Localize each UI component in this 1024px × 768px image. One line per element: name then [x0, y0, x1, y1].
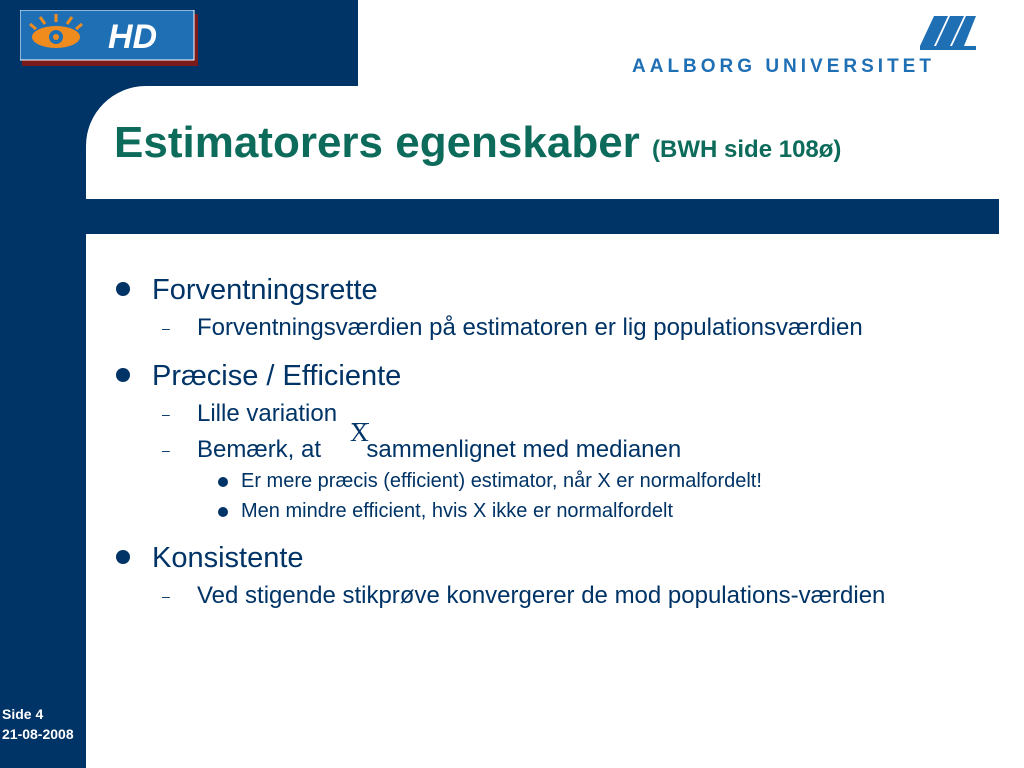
bullet-dot-icon [218, 507, 228, 517]
dash-icon: – [162, 406, 170, 422]
slide-title-sub: (BWH side 108ø) [652, 136, 842, 163]
sub-bullet-text-before: Bemærk, at [197, 436, 322, 463]
bullet-dot-icon [116, 282, 130, 296]
left-sidebar-band [0, 0, 86, 768]
slide-content [114, 272, 1004, 612]
sub-bullet-text: Ved stigende stikprøve konvergerer de mod populations-værdien [197, 582, 886, 609]
bullet-text: Præcise / Efficiente [152, 360, 402, 392]
bullet-item [114, 358, 1004, 394]
sub-bullet-item [114, 434, 1004, 466]
sub-bullet-item [114, 580, 1004, 612]
slide-date: 21-08-2008 [2, 726, 74, 742]
sub-sub-bullet-text: Er mere præcis (efficient) estimator, når X er normalfordelt! [241, 470, 762, 492]
sub-bullet-text: Forventningsværdien på estimatoren er lig populationsværdien [197, 314, 863, 341]
page-number: Side 4 [2, 706, 44, 722]
bullet-text: Forventningsrette [152, 274, 378, 306]
sub-sub-bullet-text: Men mindre efficient, hvis X ikke er normalfordelt [241, 500, 674, 522]
sub-bullet-item [114, 312, 1004, 344]
sub-bullet-text-after: sammenlignet med medianen [366, 436, 682, 463]
sub-sub-bullet-item [114, 496, 1004, 526]
bullet-dot-icon [116, 368, 130, 382]
sub-bullet-item [114, 398, 1004, 430]
sub-sub-bullet-item [114, 466, 1004, 496]
university-emblem-icon [920, 16, 976, 50]
hd-logo-text: HD [108, 18, 158, 56]
bullet-item [114, 272, 1004, 308]
bullet-item [114, 540, 1004, 576]
slide-title [114, 118, 841, 168]
bullet-dot-icon [116, 550, 130, 564]
bullet-dot-icon [218, 477, 228, 487]
sub-bullet-text: Lille variation [197, 400, 338, 427]
slide-title-main: Estimatorers egenskaber [114, 118, 640, 167]
hd-logo [20, 10, 200, 68]
title-rule-band [86, 199, 999, 234]
bullet-text: Konsistente [152, 542, 304, 574]
dash-icon: – [162, 320, 170, 336]
slide-footer [2, 704, 74, 744]
dash-icon: – [162, 442, 170, 458]
dash-icon: – [162, 588, 170, 604]
university-name: AALBORG UNIVERSITET [632, 56, 935, 77]
x-bar-symbol: X [350, 418, 369, 447]
aalborg-university-logo [630, 8, 1018, 78]
